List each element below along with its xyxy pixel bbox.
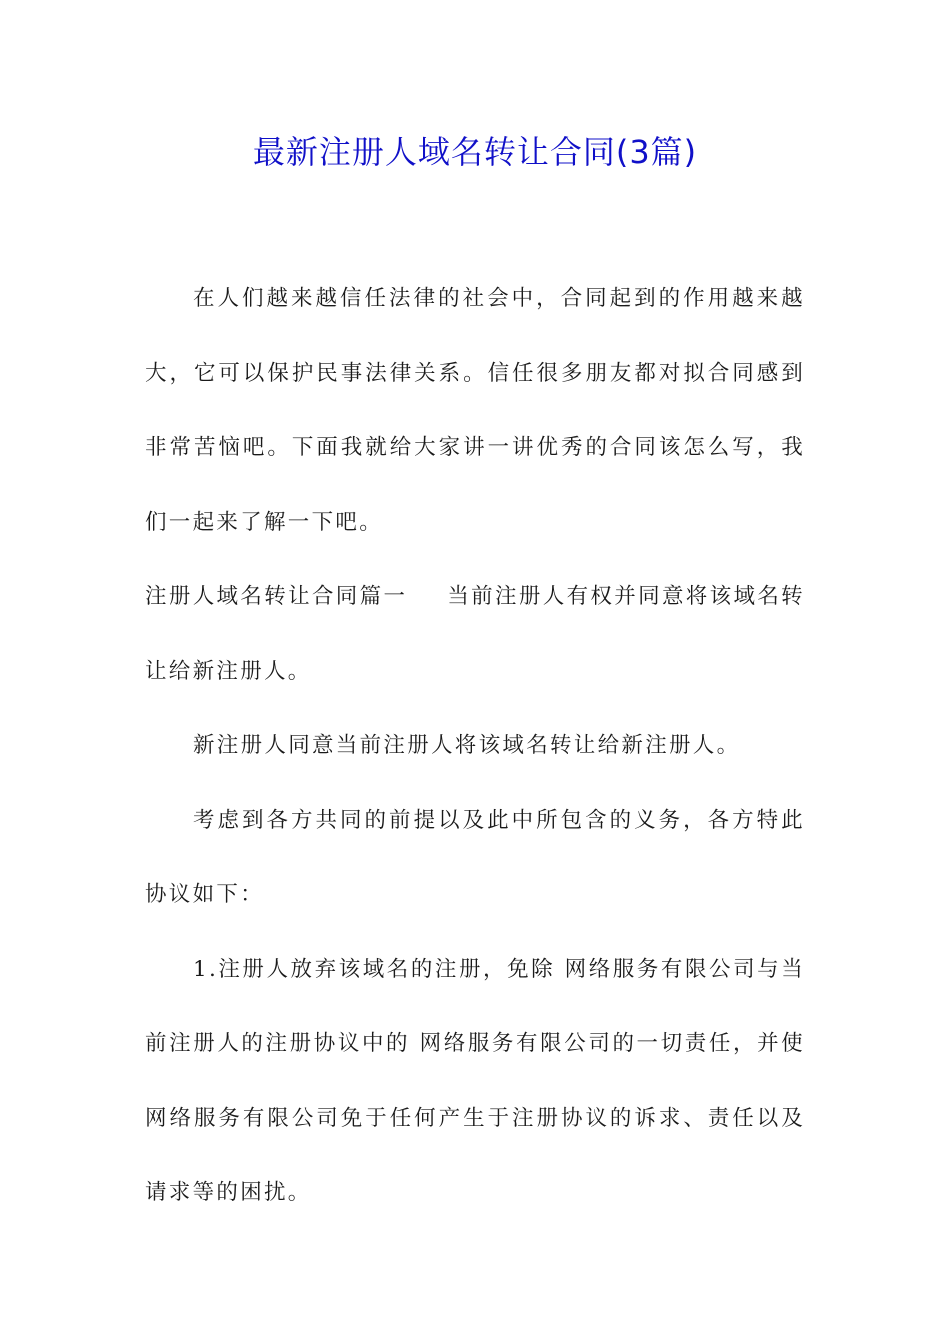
section-first-paragraph: 当前注册人有权并同意将该域名转让给新注册人。 bbox=[145, 584, 805, 684]
paragraph-intro: 在人们越来越信任法律的社会中，合同起到的作用越来越大，它可以保护民事法律关系。信任很多朋友都对拟合同感到非常苦恼吧。下面我就给大家讲一讲优秀的合同该怎么写，我们一起来了解一下吧。 bbox=[145, 286, 805, 535]
paragraph-clause-1: 1.注册人放弃该域名的注册，免除 网络服务有限公司与当前注册人的注册协议中的 网络服务有限公司的一切责任，并使 网络服务有限公司免于任何产生于注册协议的诉求、责任以及请求等的困扰。 bbox=[145, 956, 805, 1205]
paragraph-consent: 新注册人同意当前注册人将该域名转让给新注册人。 bbox=[193, 733, 741, 758]
document-title: 最新注册人域名转让合同(3篇) bbox=[252, 133, 698, 171]
section-heading-line bbox=[145, 560, 805, 709]
document-body bbox=[145, 262, 805, 1231]
section-heading: 注册人域名转让合同篇一 bbox=[145, 584, 408, 609]
paragraph-considerations: 考虑到各方共同的前提以及此中所包含的义务，各方特此协议如下： bbox=[145, 807, 805, 907]
